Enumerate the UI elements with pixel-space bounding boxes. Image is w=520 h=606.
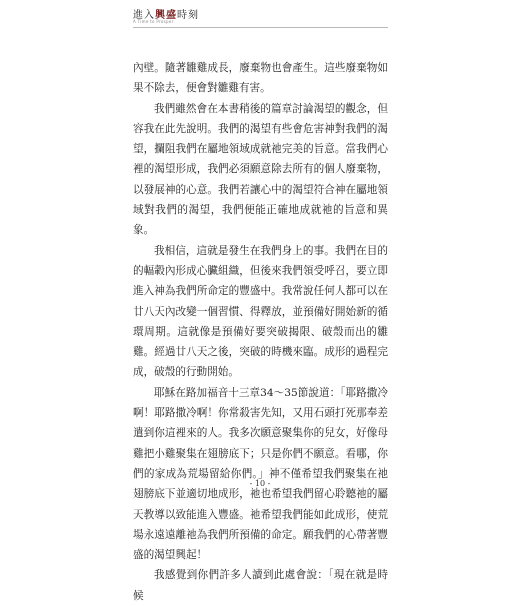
paragraph: 我相信，這就是發生在我們身上的事。我們在目的的輻轂內形成心臟組織，但後來我們領受呼召，要立即進入神為我們所命定的豐盛中。我常說任何人都可以在廿八天內改變一個習慣、得釋放，並預備好開始新的循環周期。這就像是預備好要突破揭限、破殼而出的雛雞。經過廿八天之後，突破的時機來臨。成形的過程完成，破殼的行動開始。 bbox=[133, 244, 388, 379]
header-title-highlight: 興盛 bbox=[155, 10, 177, 21]
body-text bbox=[133, 58, 388, 606]
paragraph-continuation: 內壁。隨著雛雞成長，廢棄物也會產生。這些廢棄物如果不除去，便會對雛雞有害。 bbox=[133, 62, 388, 95]
header-title-suffix: 時刻 bbox=[177, 10, 199, 21]
running-header-subtitle: A Time to Prosper bbox=[133, 19, 174, 24]
paragraph: 耶穌在路加福音十三章34～35節說道：「耶路撒冷啊！耶路撒冷啊！你常殺害先知，又用石頭打死那奉差遣到你這裡來的人。我多次願意聚集你的兒女，好像母雞把小雞聚集在翅膀底下；只是你們不願意。看哪，你們的家成為荒場留給你們。」神不僅希望我們聚集在祂翅膀底下並適切地成形，祂也希望我們留心聆聽祂的屬天教導以致能進入豐盛。祂希望我們能如此成形，使荒場永遠遠離祂為我們所預備的命定。願我們的心帶著豐盛的渴望興起！ bbox=[133, 386, 388, 562]
page-number: - 10 - bbox=[249, 479, 271, 488]
header-divider bbox=[133, 27, 388, 28]
header-title-prefix: 進入 bbox=[133, 10, 155, 21]
paragraph: 我感覺到你們許多人讀到此處會說：「現在就是時候 bbox=[133, 569, 388, 602]
paragraph: 我們雖然會在本書稍後的篇章討論渴望的觀念，但容我在此先說明。我們的渴望有些會危害神對我們的渴望，攔阻我們在屬地領域成就祂完美的旨意。當我們心裡的渴望形成，我們必須願意除去所有的個人廢棄物，以發展神的心意。我們若讓心中的渴望符合神在屬地領域對我們的渴望，我們便能正確地成就祂的旨意和異象。 bbox=[133, 102, 388, 237]
